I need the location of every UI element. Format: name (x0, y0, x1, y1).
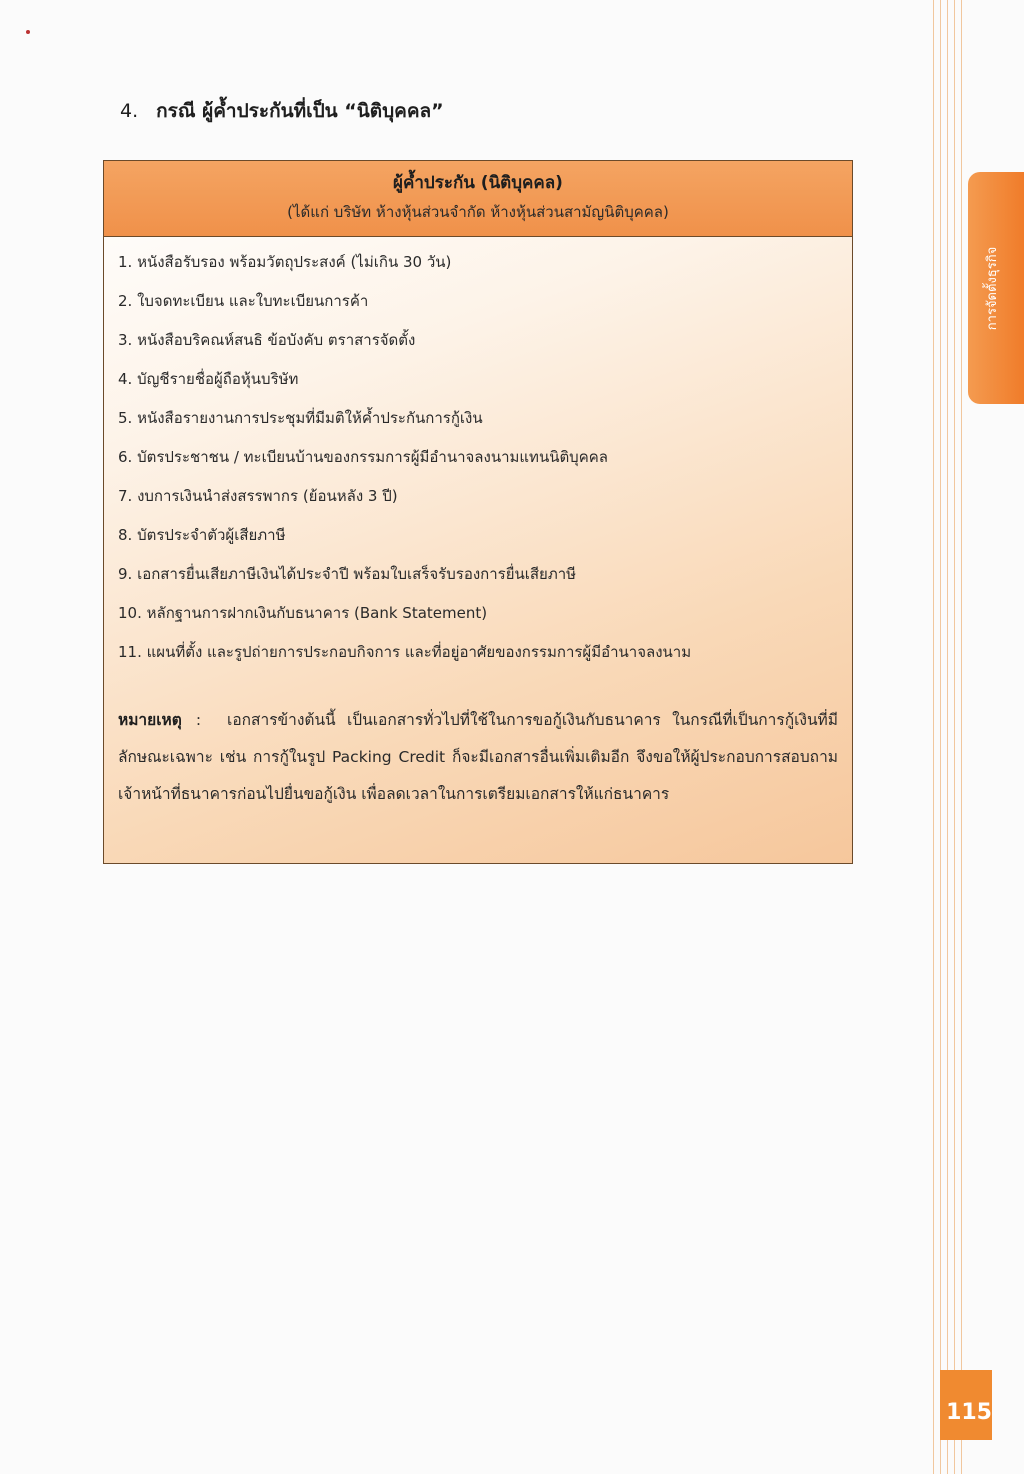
list-item: 11. แผนที่ตั้ง และรูปถ่ายการประกอบกิจการ และที่อยู่อาศัยของกรรมการผู้มีอำนาจลงนาม (118, 643, 692, 661)
section-number: 4. (120, 100, 139, 122)
list-item: 8. บัตรประจำตัวผู้เสียภาษี (118, 526, 286, 544)
list-item: 10. หลักฐานการฝากเงินกับธนาคาร (Bank Statement) (118, 604, 488, 622)
list-item: 9. เอกสารยื่นเสียภาษีเงินได้ประจำปี พร้อมใบเสร็จรับรองการยื่นเสียภาษี (118, 565, 577, 583)
list-item: 3. หนังสือบริคณห์สนธิ ข้อบังคับ ตราสารจัดตั้ง (118, 331, 416, 349)
margin-line (961, 0, 962, 1474)
list-item: 7. งบการเงินนำส่งสรรพากร (ย้อนหลัง 3 ปี) (118, 487, 398, 505)
box-title: ผู้ค้ำประกัน (นิติบุคคล) (393, 173, 563, 193)
box-header (104, 161, 852, 237)
guarantor-documents-box (103, 160, 853, 864)
section-heading (120, 96, 444, 126)
list-item: 1. หนังสือรับรอง พร้อมวัตถุประสงค์ (ไม่เกิน 30 วัน) (118, 253, 452, 271)
page-number: 115 (946, 1400, 992, 1425)
note (118, 702, 838, 813)
box-subtitle: (ได้แก่ บริษัท ห้างหุ้นส่วนจำกัด ห้างหุ้นส่วนสามัญนิติบุคคล) (287, 203, 669, 221)
document-list (104, 237, 852, 672)
margin-line (940, 0, 941, 1474)
margin-line (933, 0, 934, 1474)
margin-line (947, 0, 948, 1474)
list-item: 2. ใบจดทะเบียน และใบทะเบียนการค้า (118, 292, 369, 310)
note-label: หมายเหตุ (118, 711, 182, 729)
speck (26, 30, 30, 34)
chapter-tab-label: การจัดตั้งธุรกิจ (985, 246, 1001, 330)
note-separator: : (195, 711, 202, 729)
list-item: 5. หนังสือรายงานการประชุมที่มีมติให้ค้ำประกันการกู้เงิน (118, 409, 483, 427)
margin-line (954, 0, 955, 1474)
list-item: 4. บัญชีรายชื่อผู้ถือหุ้นบริษัท (118, 370, 299, 388)
note-text: เอกสารข้างต้นนี้ เป็นเอกสารทั่วไปที่ใช้ในการขอกู้เงินกับธนาคาร ในกรณีที่เป็นการกู้เงินที่มีลักษณะเฉพาะ เช่น การกู้ในรูป Packing Credit ก็จะมีเอกสารอื่นเพิ่มเติมอีก จึงขอให้ผู้ประกอบการสอบถามเจ้าหน้าที่ธนาคารก่อนไปยื่นขอกู้เงิน เพื่อลดเวลาในการเตรียมเอกสารให้แก่ธนาคาร (118, 711, 838, 803)
section-title: กรณี ผู้ค้ำประกันที่เป็น “นิติบุคคล” (156, 100, 444, 122)
chapter-tab-label-wrap (972, 172, 1012, 404)
list-item: 6. บัตรประชาชน / ทะเบียนบ้านของกรรมการผู้มีอำนาจลงนามแทนนิติบุคคล (118, 448, 608, 466)
